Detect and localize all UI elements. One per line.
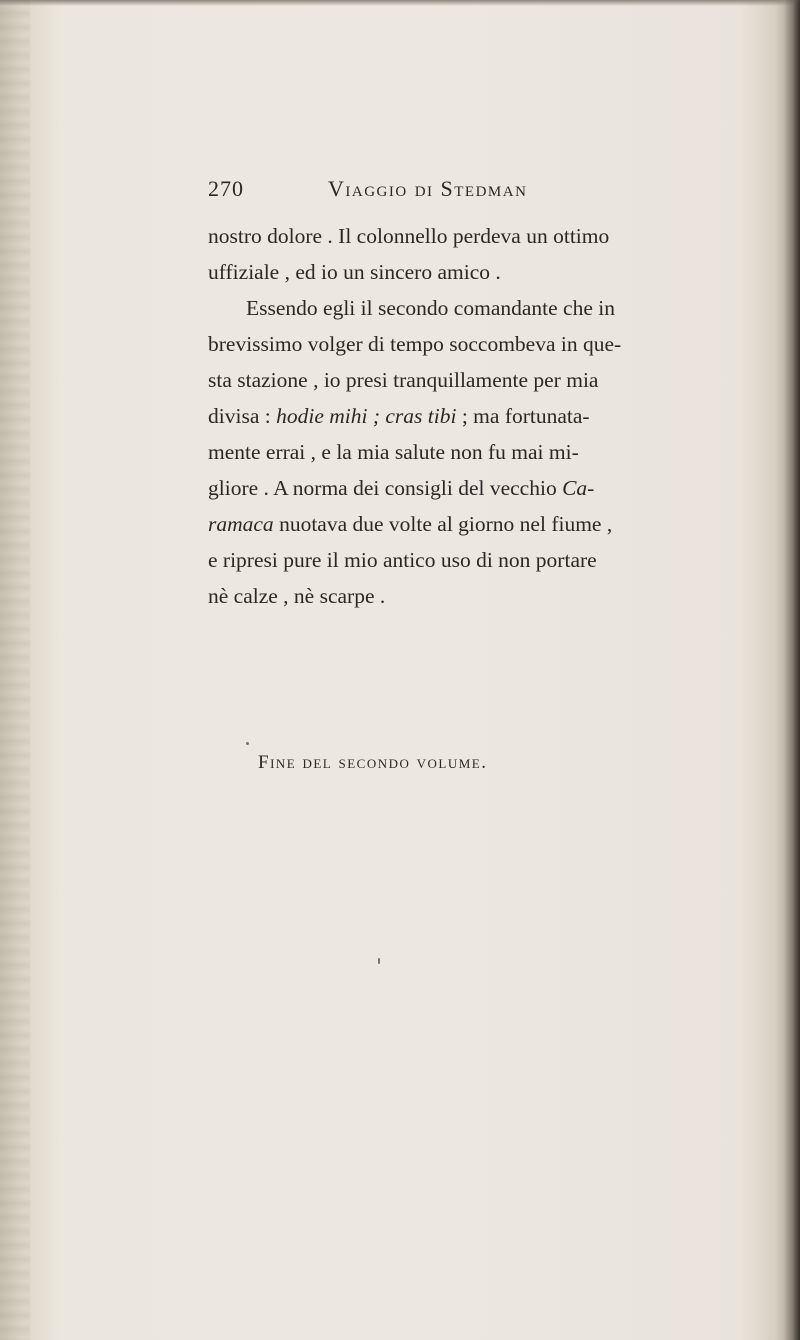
text-line: [208, 578, 764, 614]
italic-name: ramaca: [208, 512, 274, 536]
running-title: Viaggio di Stedman: [328, 176, 528, 201]
text-segment: nostro dolore . Il colonnello perdeva un ottimo: [208, 224, 610, 248]
text-segment: nè calze , nè scarpe .: [208, 584, 386, 608]
text-segment: Essendo egli il secondo comandante che in: [246, 296, 615, 320]
text-segment: divisa :: [208, 404, 277, 428]
text-line: [208, 470, 764, 506]
ink-speck: [246, 742, 249, 745]
text-segment: nuotava due volte al giorno nel fiume ,: [273, 512, 613, 536]
page-right-edge: [784, 0, 800, 1340]
ink-speck: [378, 958, 380, 964]
text-segment: gliore . A norma dei consigli del vecchio: [208, 476, 563, 500]
text-segment: sta stazione , io presi tranquillamente per mia: [208, 368, 599, 392]
page-number: 270: [208, 176, 244, 201]
italic-name: Ca-: [562, 476, 595, 500]
text-segment: ; ma fortunata-: [456, 404, 590, 428]
text-line: [208, 434, 764, 470]
text-segment: mente errai , e la mia salute non fu mai mi-: [208, 440, 579, 464]
latin-motto: hodie mihi ; cras tibi: [276, 404, 457, 428]
text-segment: uffiziale , ed io un sincero amico .: [208, 260, 501, 284]
colophon: Fine del secondo volume.: [258, 752, 488, 773]
page-top-edge: [0, 0, 800, 6]
text-line: [208, 398, 764, 434]
text-segment: e ripresi pure il mio antico uso di non portare: [208, 548, 597, 572]
text-line: [208, 542, 764, 578]
text-line: [208, 506, 764, 542]
text-line: [208, 290, 764, 326]
text-line: [208, 326, 764, 362]
text-line: [208, 254, 764, 290]
running-header: [208, 176, 728, 210]
text-segment: brevissimo volger di tempo soccombeva in que-: [208, 332, 622, 356]
text-line: [208, 362, 764, 398]
body-paragraphs: [208, 218, 764, 614]
binding-shadow: [0, 0, 30, 1340]
text-line: [208, 218, 764, 254]
